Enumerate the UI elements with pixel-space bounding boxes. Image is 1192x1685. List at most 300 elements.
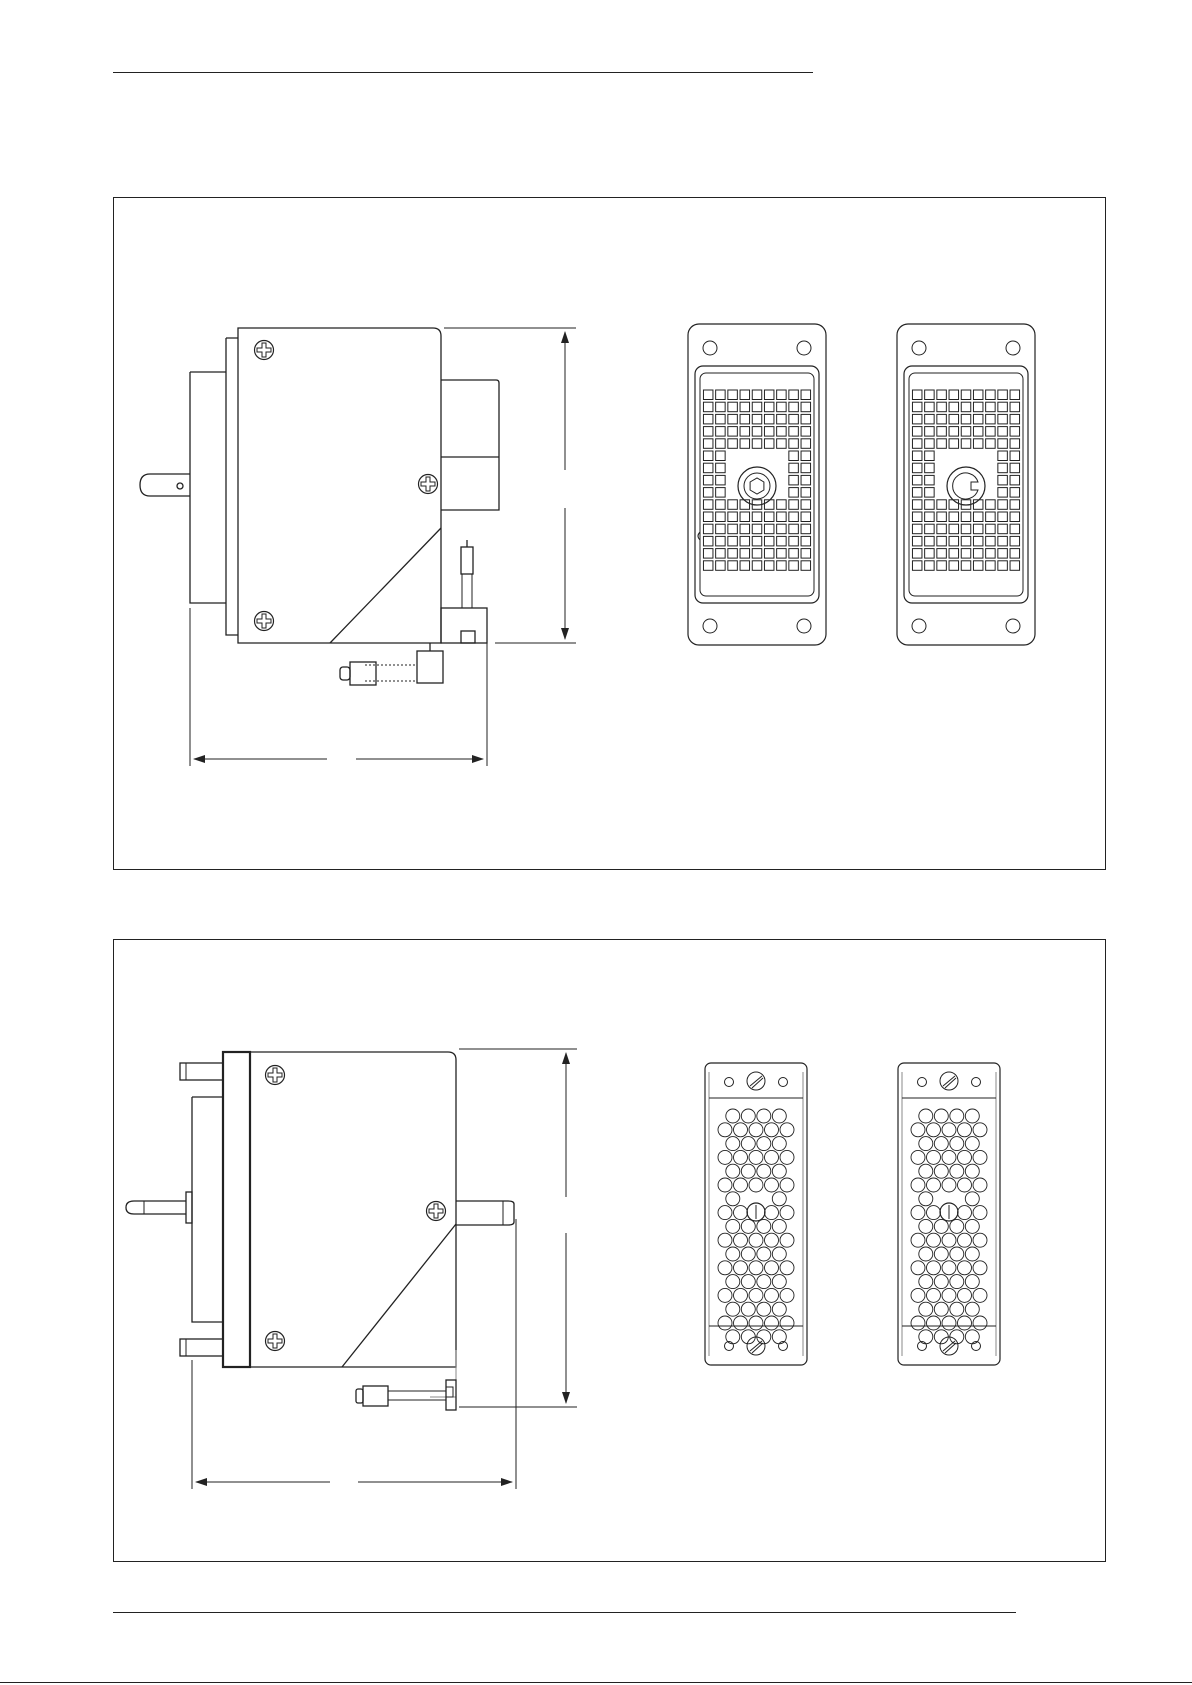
contact-cell <box>925 475 935 485</box>
contact-cell <box>764 390 774 400</box>
contact-cell <box>986 561 996 571</box>
contact-cell <box>998 524 1008 534</box>
contact-cavity <box>741 1219 755 1233</box>
contact-cavity <box>765 1316 779 1330</box>
contact-cell <box>716 451 726 461</box>
contact-cell <box>1010 439 1020 449</box>
contact-cavity <box>772 1137 786 1151</box>
contact-cell <box>728 536 738 546</box>
contact-cell <box>789 524 799 534</box>
rear-boss <box>441 380 499 510</box>
contact-cavity <box>958 1206 972 1220</box>
contact-cell <box>716 475 726 485</box>
contact-cavity <box>973 1233 987 1247</box>
mounting-hole <box>797 341 811 355</box>
contact-cavity <box>973 1206 987 1220</box>
contact-cavity <box>927 1288 941 1302</box>
contact-cavity <box>958 1261 972 1275</box>
screw-slot-icon <box>747 1072 765 1090</box>
contact-cavity <box>765 1178 779 1192</box>
contact-cell <box>728 512 738 522</box>
contact-cavity <box>718 1178 732 1192</box>
contact-cell <box>937 390 947 400</box>
contact-cell <box>925 451 935 461</box>
contact-cavity <box>780 1150 794 1164</box>
contact-cavity <box>950 1302 964 1316</box>
contact-cell <box>764 427 774 437</box>
contact-cell <box>973 512 983 522</box>
contact-cavity <box>973 1178 987 1192</box>
contact-cell <box>703 439 713 449</box>
contact-cell <box>703 512 713 522</box>
contact-cavity <box>927 1150 941 1164</box>
contact-cell <box>752 439 762 449</box>
contact-cavity <box>757 1275 771 1289</box>
flange-plate <box>226 338 238 635</box>
contact-cell <box>801 536 811 546</box>
contact-cell <box>789 390 799 400</box>
contact-cell <box>703 536 713 546</box>
contact-cavity <box>741 1164 755 1178</box>
contact-cavity <box>734 1150 748 1164</box>
contact-cell <box>703 524 713 534</box>
contact-cavity <box>772 1219 786 1233</box>
jack-bracket-outline <box>430 1350 456 1397</box>
contact-cell <box>752 524 762 534</box>
width-dimension-2 <box>192 1219 516 1489</box>
standoff-body <box>461 547 473 574</box>
mounting-hole <box>918 1078 927 1087</box>
contact-cavity <box>965 1330 979 1344</box>
contact-cell <box>925 439 935 449</box>
contact-cavity <box>927 1178 941 1192</box>
contact-cell <box>1010 500 1020 510</box>
side-view-assembly-1 <box>140 328 499 685</box>
contact-cell <box>973 536 983 546</box>
contact-cell <box>728 402 738 412</box>
contact-cavity <box>780 1316 794 1330</box>
contact-cell <box>716 561 726 571</box>
jack-nut <box>446 1380 456 1410</box>
contact-cavity <box>741 1302 755 1316</box>
contact-cavity <box>757 1137 771 1151</box>
contact-cell <box>777 524 787 534</box>
contact-cavity <box>958 1178 972 1192</box>
contact-cell <box>912 536 922 546</box>
contact-cell <box>703 475 713 485</box>
mounting-hole <box>1006 341 1020 355</box>
contact-cell <box>949 512 959 522</box>
contact-cell <box>752 390 762 400</box>
contact-cavity <box>934 1137 948 1151</box>
connector-face-socket-square <box>897 324 1035 645</box>
contact-cavity <box>919 1275 933 1289</box>
contact-cell <box>777 414 787 424</box>
contact-cell <box>777 390 787 400</box>
jackscrew-shaft <box>388 1391 446 1400</box>
hex-socket-icon <box>750 478 764 494</box>
contact-cell <box>912 475 922 485</box>
contact-cavity <box>749 1316 763 1330</box>
contact-cell <box>961 549 971 559</box>
contact-cell <box>961 512 971 522</box>
contact-cavity <box>927 1123 941 1137</box>
contact-cell <box>789 451 799 461</box>
contact-cell <box>716 402 726 412</box>
contact-cavity <box>934 1109 948 1123</box>
face-shell <box>904 366 1028 603</box>
front-shell <box>192 1097 223 1322</box>
contact-cavity <box>718 1288 732 1302</box>
contact-cavity <box>973 1123 987 1137</box>
jackscrew-nut <box>417 651 443 683</box>
contact-cavity <box>965 1137 979 1151</box>
contact-cavity <box>718 1150 732 1164</box>
contact-cell <box>949 524 959 534</box>
contact-cell <box>801 463 811 473</box>
contact-cell <box>801 427 811 437</box>
contact-cell <box>937 536 947 546</box>
contact-cell <box>961 439 971 449</box>
contact-cavity <box>950 1109 964 1123</box>
contact-cavity <box>734 1288 748 1302</box>
screw-cross-icon <box>427 1202 446 1221</box>
contact-cell <box>937 427 947 437</box>
contact-cell <box>716 414 726 424</box>
contact-cell <box>973 414 983 424</box>
contact-cell <box>1010 427 1020 437</box>
contact-cavity <box>734 1123 748 1137</box>
contact-cell <box>703 561 713 571</box>
housing-body <box>238 328 441 643</box>
contact-cavity <box>765 1206 779 1220</box>
contact-cell <box>949 414 959 424</box>
contact-cavity <box>942 1233 956 1247</box>
contact-cell <box>1010 512 1020 522</box>
contact-cavity <box>965 1109 979 1123</box>
contact-cell <box>777 561 787 571</box>
contact-cavity <box>772 1275 786 1289</box>
contact-cavity <box>942 1178 956 1192</box>
contact-cavity <box>765 1150 779 1164</box>
contact-cell <box>998 475 1008 485</box>
contact-cell <box>937 439 947 449</box>
contact-cell <box>740 427 750 437</box>
screw-cross-icon <box>266 1066 285 1085</box>
contact-cavity <box>965 1219 979 1233</box>
contact-cell <box>937 512 947 522</box>
contact-cell <box>728 414 738 424</box>
contact-cell <box>789 536 799 546</box>
contact-cell <box>937 402 947 412</box>
contact-cell <box>777 500 787 510</box>
screw-cross-icon <box>266 1332 285 1351</box>
contact-cell <box>716 536 726 546</box>
rear-guide-pin <box>456 1201 514 1225</box>
jackscrew-sleeve <box>350 662 376 685</box>
contact-cell <box>937 524 947 534</box>
contact-cell <box>703 451 713 461</box>
contact-cell <box>703 500 713 510</box>
width-dimension-1 <box>190 608 487 766</box>
contact-cell <box>912 524 922 534</box>
contact-cell <box>998 402 1008 412</box>
contact-cell <box>716 390 726 400</box>
contact-cell <box>703 549 713 559</box>
contact-cavity <box>973 1316 987 1330</box>
contact-cell <box>764 439 774 449</box>
contact-cell <box>716 524 726 534</box>
contact-cell <box>986 549 996 559</box>
contact-cell <box>716 512 726 522</box>
contact-cell <box>728 439 738 449</box>
contact-cell <box>998 439 1008 449</box>
contact-cell <box>740 402 750 412</box>
contact-cell <box>789 488 799 498</box>
contact-cell <box>912 500 922 510</box>
contact-cavity <box>749 1150 763 1164</box>
mounting-hole <box>703 341 717 355</box>
contact-cell <box>925 402 935 412</box>
contact-cell <box>777 402 787 412</box>
contact-cavity <box>911 1206 925 1220</box>
contact-cell <box>912 451 922 461</box>
mounting-hole <box>972 1078 981 1087</box>
mounting-hole <box>797 619 811 633</box>
contact-cell <box>716 439 726 449</box>
contact-cell <box>752 414 762 424</box>
contact-cavity <box>772 1109 786 1123</box>
mounting-hole <box>912 619 926 633</box>
contact-cell <box>752 561 762 571</box>
contact-cavity <box>919 1219 933 1233</box>
screw-cross-icon <box>419 475 438 494</box>
contact-cavity <box>726 1330 740 1344</box>
contact-cavity <box>911 1150 925 1164</box>
contact-cavity <box>780 1123 794 1137</box>
contact-cell <box>801 561 811 571</box>
contact-cell <box>1010 524 1020 534</box>
contact-cavity <box>973 1261 987 1275</box>
contact-cell <box>949 427 959 437</box>
contact-cell <box>1010 390 1020 400</box>
contact-cell <box>789 427 799 437</box>
contact-cavity <box>718 1261 732 1275</box>
contact-cell <box>777 549 787 559</box>
contact-cavity <box>734 1261 748 1275</box>
contact-cell <box>1010 549 1020 559</box>
contact-cell <box>740 512 750 522</box>
contact-cell <box>937 414 947 424</box>
key-hole <box>177 483 183 489</box>
contact-cell <box>801 549 811 559</box>
contact-cell <box>986 427 996 437</box>
contact-cell <box>949 549 959 559</box>
screw-slot-icon <box>940 1337 958 1355</box>
contact-cavity <box>718 1123 732 1137</box>
contact-cell <box>961 561 971 571</box>
contact-cell <box>912 439 922 449</box>
contact-cell <box>912 390 922 400</box>
contact-cavity <box>749 1288 763 1302</box>
contact-cell <box>973 439 983 449</box>
contact-cell <box>764 414 774 424</box>
contact-cell <box>998 427 1008 437</box>
contact-cavity <box>749 1178 763 1192</box>
contact-cavity <box>749 1123 763 1137</box>
contact-cell <box>801 475 811 485</box>
contact-cavity <box>741 1247 755 1261</box>
contact-cell <box>949 536 959 546</box>
contact-cell <box>986 512 996 522</box>
contact-cell <box>912 561 922 571</box>
contact-cell <box>764 536 774 546</box>
contact-cell <box>801 512 811 522</box>
contact-cell <box>703 488 713 498</box>
chamfer-line <box>330 528 441 643</box>
contact-cavity <box>942 1288 956 1302</box>
screw-cross-icon <box>255 341 274 360</box>
contact-cell <box>801 488 811 498</box>
contact-cavity <box>780 1233 794 1247</box>
contact-cell <box>912 549 922 559</box>
contact-cell <box>912 402 922 412</box>
contact-cavity <box>958 1316 972 1330</box>
contact-cell <box>998 451 1008 461</box>
contact-cavity <box>934 1219 948 1233</box>
contact-cavity <box>718 1233 732 1247</box>
contact-cavity <box>734 1233 748 1247</box>
center-key-socket <box>953 473 978 499</box>
contact-cell <box>801 402 811 412</box>
screw-cross-icon <box>255 612 274 631</box>
contact-cell <box>789 402 799 412</box>
contact-cell <box>740 390 750 400</box>
contact-cell <box>973 561 983 571</box>
contact-cell <box>973 549 983 559</box>
contact-cell <box>716 549 726 559</box>
jack-nut-face <box>446 1387 453 1397</box>
contact-cavity <box>749 1261 763 1275</box>
contact-cavity <box>734 1178 748 1192</box>
contact-cavity <box>726 1109 740 1123</box>
contact-cell <box>752 512 762 522</box>
contact-cell <box>740 439 750 449</box>
contact-cavity <box>772 1192 786 1206</box>
contact-cell <box>998 536 1008 546</box>
contact-cell <box>986 402 996 412</box>
contact-cavity <box>780 1288 794 1302</box>
contact-cell <box>764 524 774 534</box>
chamfer-line <box>342 1224 456 1367</box>
contact-cell <box>973 427 983 437</box>
contact-cell <box>986 524 996 534</box>
contact-cell <box>986 500 996 510</box>
contact-cell <box>789 463 799 473</box>
jack-nut <box>461 631 475 643</box>
contact-cavity <box>780 1178 794 1192</box>
contact-cell <box>986 439 996 449</box>
contact-cell <box>912 414 922 424</box>
contact-cavity <box>726 1219 740 1233</box>
contact-cell <box>925 500 935 510</box>
contact-cavity <box>734 1206 748 1220</box>
contact-cavity <box>965 1302 979 1316</box>
contact-cavity <box>950 1219 964 1233</box>
contact-cell <box>973 390 983 400</box>
contact-cell <box>925 536 935 546</box>
contact-cavity <box>749 1233 763 1247</box>
contact-cavity <box>911 1316 925 1330</box>
contact-cavity <box>950 1164 964 1178</box>
contact-cell <box>740 414 750 424</box>
contact-cell <box>716 427 726 437</box>
contact-cell <box>961 390 971 400</box>
contact-cell <box>1010 414 1020 424</box>
contact-cell <box>961 536 971 546</box>
contact-cell <box>912 488 922 498</box>
contact-cavity <box>757 1109 771 1123</box>
connector-face-pin-round <box>705 1063 807 1365</box>
contact-cell <box>1010 561 1020 571</box>
contact-cavity <box>942 1316 956 1330</box>
contact-cell <box>801 451 811 461</box>
contact-cavity <box>934 1247 948 1261</box>
contact-cell <box>716 488 726 498</box>
contact-cavity <box>718 1206 732 1220</box>
contact-cavity <box>780 1261 794 1275</box>
contact-cavity <box>757 1219 771 1233</box>
contact-cavity <box>919 1247 933 1261</box>
contact-cell <box>1010 475 1020 485</box>
contact-cell <box>1010 488 1020 498</box>
contact-cell <box>789 549 799 559</box>
connector-face-socket-round <box>898 1063 1000 1365</box>
contact-cell <box>801 390 811 400</box>
contact-cell <box>973 402 983 412</box>
contact-cavity <box>780 1206 794 1220</box>
contact-cell <box>789 475 799 485</box>
contact-cell <box>764 402 774 412</box>
contact-cell <box>961 524 971 534</box>
contact-cavity <box>927 1316 941 1330</box>
center-jackscrew <box>744 473 770 499</box>
contact-cell <box>752 402 762 412</box>
contact-cavity <box>973 1288 987 1302</box>
contact-cavity <box>973 1150 987 1164</box>
housing-body <box>250 1052 456 1367</box>
contact-cell <box>925 524 935 534</box>
front-shell <box>190 372 226 603</box>
contact-cell <box>961 402 971 412</box>
jackscrew-tip <box>356 1389 363 1403</box>
contact-cell <box>925 561 935 571</box>
contact-cavity <box>757 1302 771 1316</box>
contact-cavity <box>772 1247 786 1261</box>
mounting-hole <box>779 1078 788 1087</box>
contact-cell <box>912 463 922 473</box>
contact-cavity <box>942 1261 956 1275</box>
contact-cavity <box>741 1137 755 1151</box>
contact-cell <box>764 512 774 522</box>
contact-cavity <box>726 1164 740 1178</box>
contact-cell <box>912 427 922 437</box>
contact-cell <box>801 500 811 510</box>
contact-cavity <box>934 1164 948 1178</box>
contact-cavity <box>919 1164 933 1178</box>
contact-cell <box>752 549 762 559</box>
contact-cell <box>1010 463 1020 473</box>
